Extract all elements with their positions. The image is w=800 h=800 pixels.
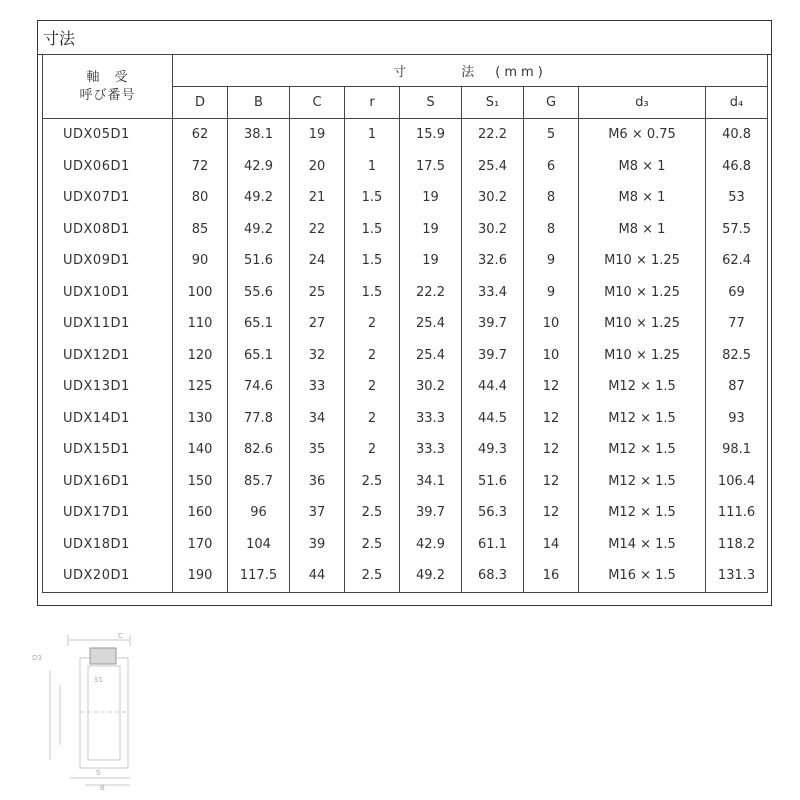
cell-r: 2 [345,434,400,466]
cell-b: 42.9 [228,151,290,183]
table-row [43,466,768,498]
cell-d4: 106.4 [706,466,768,498]
cell-s1: 49.3 [462,434,524,466]
cell-d: 160 [173,497,228,529]
cell-d4: 87 [706,371,768,403]
cell-d4: 77 [706,308,768,340]
cell-r: 1.5 [345,182,400,214]
cell-b: 65.1 [228,340,290,372]
cell-d: 85 [173,214,228,246]
column-header: S₁ [462,87,524,119]
cell-c: 22 [290,214,345,246]
cell-b: 96 [228,497,290,529]
dimension-table-frame [37,20,772,606]
page-title: 寸法 [43,29,76,48]
cell-s: 33.3 [400,403,462,435]
cell-s: 33.3 [400,434,462,466]
cell-s: 25.4 [400,340,462,372]
cell-d: 90 [173,245,228,277]
cell-s1: 30.2 [462,214,524,246]
cell-g: 5 [524,119,579,151]
cell-c: 20 [290,151,345,183]
cell-r: 2 [345,371,400,403]
cell-g: 12 [524,434,579,466]
cell-c: 27 [290,308,345,340]
table-row [43,308,768,340]
dimension-table [42,54,768,593]
cell-g: 12 [524,403,579,435]
cell-r: 2 [345,403,400,435]
cell-b: 74.6 [228,371,290,403]
cell-s1: 33.4 [462,277,524,309]
cell-c: 39 [290,529,345,561]
cell-model: UDX05D1 [43,119,173,151]
cell-d3: M10 × 1.25 [579,277,706,309]
cell-d3: M10 × 1.25 [579,340,706,372]
column-header: d₄ [706,87,768,119]
cell-c: 33 [290,371,345,403]
cell-c: 36 [290,466,345,498]
cell-c: 25 [290,277,345,309]
cell-s1: 56.3 [462,497,524,529]
bearing-diagram [30,630,140,790]
cell-model: UDX10D1 [43,277,173,309]
bearing-header-line2: 呼び番号 [79,87,136,103]
cell-r: 2.5 [345,560,400,592]
cell-g: 9 [524,245,579,277]
cell-c: 21 [290,182,345,214]
cell-r: 2.5 [345,497,400,529]
cell-d4: 118.2 [706,529,768,561]
cell-d4: 93 [706,403,768,435]
cell-model: UDX15D1 [43,434,173,466]
cell-r: 2.5 [345,529,400,561]
cell-c: 24 [290,245,345,277]
cell-d: 140 [173,434,228,466]
cell-d4: 82.5 [706,340,768,372]
table-row [43,245,768,277]
cell-d3: M14 × 1.5 [579,529,706,561]
cell-g: 9 [524,277,579,309]
cell-s1: 32.6 [462,245,524,277]
cell-d3: M10 × 1.25 [579,245,706,277]
cell-r: 2.5 [345,466,400,498]
cell-r: 2 [345,340,400,372]
cell-model: UDX08D1 [43,214,173,246]
cell-g: 10 [524,308,579,340]
cell-s: 22.2 [400,277,462,309]
cell-model: UDX14D1 [43,403,173,435]
table-row [43,403,768,435]
cell-model: UDX06D1 [43,151,173,183]
diagram-label-d3: D3 [32,654,42,662]
column-header: G [524,87,579,119]
bearing-header-line1: 軸 受 [86,69,129,85]
table-row [43,277,768,309]
cell-d4: 69 [706,277,768,309]
cell-s: 30.2 [400,371,462,403]
cell-b: 85.7 [228,466,290,498]
cell-s: 39.7 [400,497,462,529]
cell-b: 82.6 [228,434,290,466]
cell-b: 49.2 [228,182,290,214]
cell-s: 19 [400,182,462,214]
dimensions-header: 寸 法 (mm) [173,55,768,87]
cell-s1: 61.1 [462,529,524,561]
cell-model: UDX07D1 [43,182,173,214]
bearing-number-header [43,55,173,119]
cell-s1: 22.2 [462,119,524,151]
cell-b: 51.6 [228,245,290,277]
cell-d4: 131.3 [706,560,768,592]
cell-d3: M12 × 1.5 [579,466,706,498]
cell-s: 17.5 [400,151,462,183]
table-row [43,119,768,151]
table-row [43,497,768,529]
diagram-label-c: C [118,632,123,640]
cell-b: 117.5 [228,560,290,592]
column-header: B [228,87,290,119]
cell-r: 1.5 [345,245,400,277]
cell-model: UDX09D1 [43,245,173,277]
cell-s1: 44.5 [462,403,524,435]
cell-s1: 51.6 [462,466,524,498]
cell-d4: 62.4 [706,245,768,277]
cell-s1: 25.4 [462,151,524,183]
cell-s: 25.4 [400,308,462,340]
cell-d: 150 [173,466,228,498]
cell-model: UDX13D1 [43,371,173,403]
cell-d4: 46.8 [706,151,768,183]
cell-r: 1.5 [345,277,400,309]
cell-r: 1.5 [345,214,400,246]
cell-g: 14 [524,529,579,561]
cell-g: 10 [524,340,579,372]
table-row [43,151,768,183]
cell-model: UDX17D1 [43,497,173,529]
cell-d3: M12 × 1.5 [579,371,706,403]
table-row [43,529,768,561]
diagram-label-s1: S1 [94,676,103,684]
cell-c: 37 [290,497,345,529]
column-header: D [173,87,228,119]
cell-c: 44 [290,560,345,592]
cell-d3: M6 × 0.75 [579,119,706,151]
cell-d3: M16 × 1.5 [579,560,706,592]
cell-s: 15.9 [400,119,462,151]
cell-d4: 111.6 [706,497,768,529]
cell-s1: 68.3 [462,560,524,592]
table-row [43,214,768,246]
column-header: S [400,87,462,119]
table-row [43,434,768,466]
diagram-label-b: B [100,784,105,790]
cell-s: 49.2 [400,560,462,592]
cell-d3: M10 × 1.25 [579,308,706,340]
cell-d4: 57.5 [706,214,768,246]
table-row [43,182,768,214]
table-row [43,560,768,592]
cell-b: 49.2 [228,214,290,246]
cell-d: 72 [173,151,228,183]
cell-d: 62 [173,119,228,151]
cell-b: 65.1 [228,308,290,340]
cell-model: UDX20D1 [43,560,173,592]
cell-d4: 98.1 [706,434,768,466]
cell-s1: 44.4 [462,371,524,403]
cell-s1: 39.7 [462,308,524,340]
cell-s: 42.9 [400,529,462,561]
cell-d: 170 [173,529,228,561]
cell-d: 120 [173,340,228,372]
cell-r: 2 [345,308,400,340]
cell-d: 190 [173,560,228,592]
cell-d3: M12 × 1.5 [579,497,706,529]
cell-model: UDX11D1 [43,308,173,340]
cell-d3: M8 × 1 [579,151,706,183]
table-row [43,340,768,372]
cell-d3: M8 × 1 [579,214,706,246]
cell-g: 12 [524,466,579,498]
cell-g: 6 [524,151,579,183]
cell-b: 77.8 [228,403,290,435]
cell-s: 34.1 [400,466,462,498]
cell-c: 35 [290,434,345,466]
cell-model: UDX16D1 [43,466,173,498]
cell-b: 104 [228,529,290,561]
cell-d4: 53 [706,182,768,214]
cell-b: 55.6 [228,277,290,309]
column-header: r [345,87,400,119]
cell-g: 8 [524,182,579,214]
column-header: C [290,87,345,119]
cell-d3: M12 × 1.5 [579,403,706,435]
cell-c: 34 [290,403,345,435]
cell-s: 19 [400,214,462,246]
cell-d3: M12 × 1.5 [579,434,706,466]
cell-d: 100 [173,277,228,309]
diagram-label-s: S [96,769,101,777]
cell-r: 1 [345,151,400,183]
cell-s1: 30.2 [462,182,524,214]
table-row [43,371,768,403]
cell-r: 1 [345,119,400,151]
cell-c: 32 [290,340,345,372]
cell-model: UDX18D1 [43,529,173,561]
dimension-rows [43,119,768,593]
cell-d: 125 [173,371,228,403]
cell-b: 38.1 [228,119,290,151]
column-header: d₃ [579,87,706,119]
cell-s: 19 [400,245,462,277]
cell-d: 80 [173,182,228,214]
cell-g: 12 [524,497,579,529]
cell-d: 130 [173,403,228,435]
cell-d4: 40.8 [706,119,768,151]
cell-d3: M8 × 1 [579,182,706,214]
cell-g: 8 [524,214,579,246]
cell-d: 110 [173,308,228,340]
cell-g: 16 [524,560,579,592]
cell-s1: 39.7 [462,340,524,372]
cell-g: 12 [524,371,579,403]
cell-model: UDX12D1 [43,340,173,372]
cell-c: 19 [290,119,345,151]
